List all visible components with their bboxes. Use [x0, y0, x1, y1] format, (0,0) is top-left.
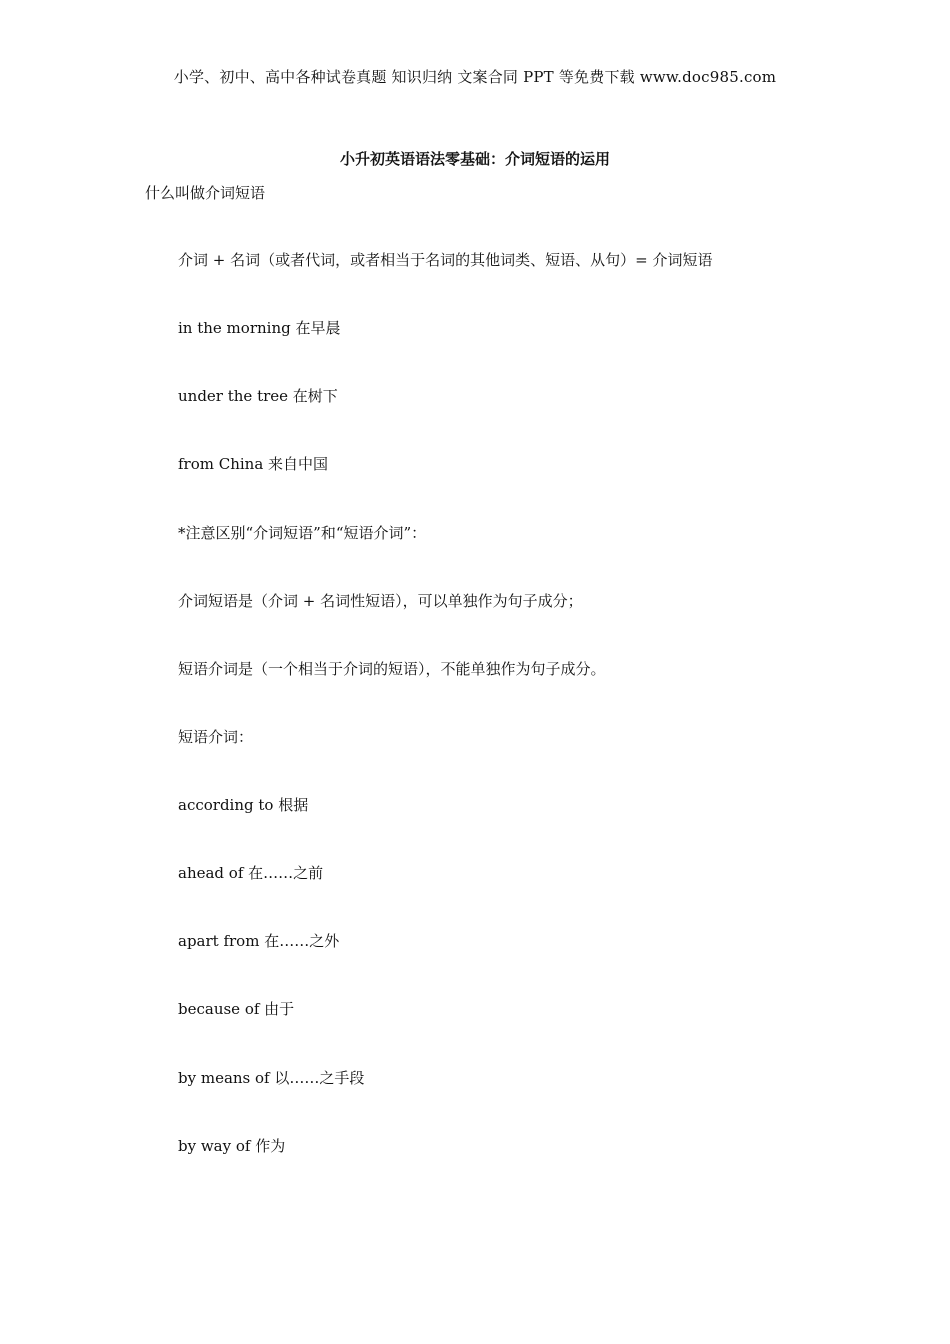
page-header: 小学、初中、高中各种试卷真题 知识归纳 文案合同 PPT 等免费下载 www.doc985.com [173, 68, 777, 86]
section-heading: 什么叫做介词短语 [145, 184, 266, 202]
phrase-line: ahead of 在……之前 [178, 864, 324, 882]
phrase-line: apart from 在……之外 [178, 932, 340, 950]
phrase-line: by means of 以……之手段 [178, 1069, 365, 1087]
phrase-line: according to 根据 [178, 796, 309, 814]
note-line: 短语介词是（一个相当于介词的短语），不能单独作为句子成分。 [178, 660, 606, 678]
example-line: in the morning 在早晨 [178, 319, 341, 337]
example-line: under the tree 在树下 [178, 387, 338, 405]
note-line: *注意区别“介词短语”和“短语介词”： [178, 524, 427, 542]
definition-line: 介词 + 名词（或者代词，或者相当于名词的其他词类、短语、从句）= 介词短语 [178, 251, 713, 269]
note-line: 介词短语是（介词 + 名词性短语），可以单独作为句子成分； [178, 592, 583, 610]
phrase-line: by way of 作为 [178, 1137, 286, 1155]
document-title: 小升初英语语法零基础：介词短语的运用 [339, 150, 610, 168]
phrase-line: because of 由于 [178, 1000, 295, 1018]
subheading-line: 短语介词： [178, 728, 254, 746]
example-line: from China 来自中国 [178, 455, 329, 473]
